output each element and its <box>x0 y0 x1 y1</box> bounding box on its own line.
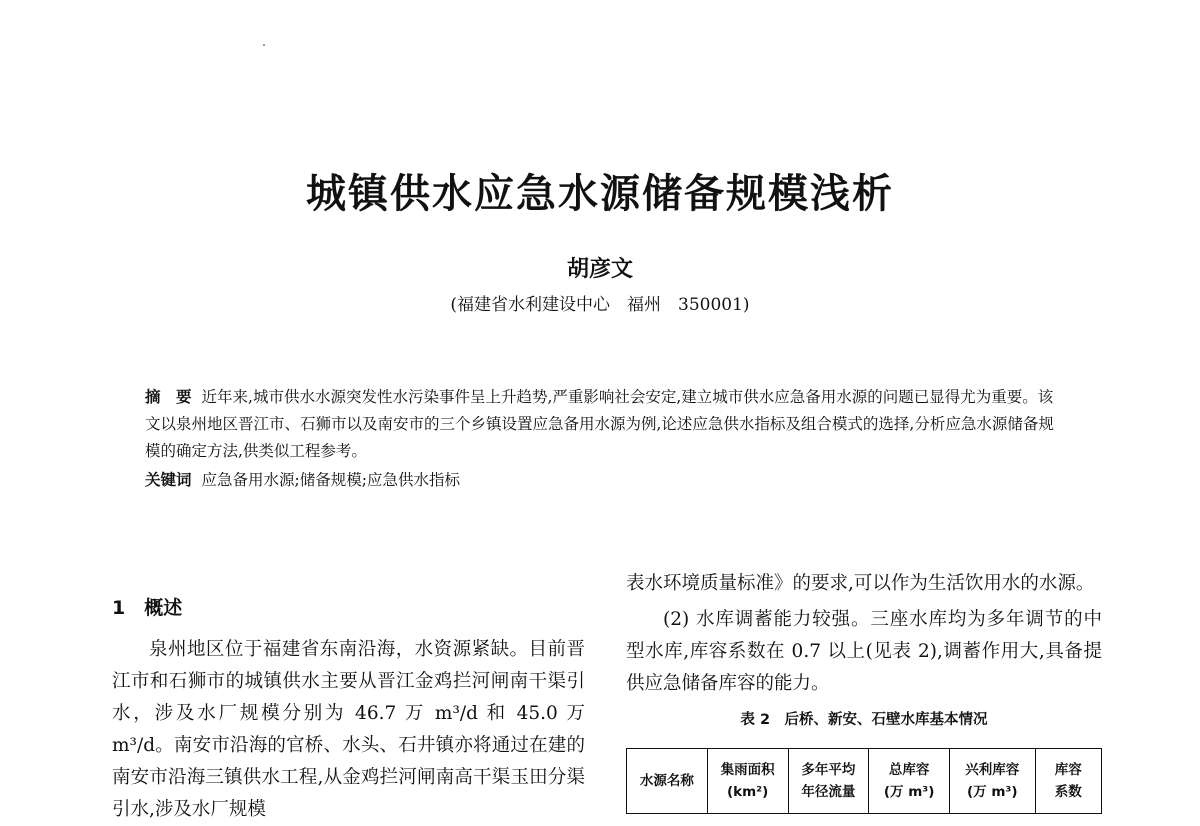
table-header-cell: 多年平均 年径流量 <box>788 749 869 814</box>
right-column <box>626 568 1102 814</box>
keywords <box>145 467 1065 494</box>
paper-title: 城镇供水应急水源储备规模浅析 <box>306 170 894 217</box>
table-header-cell: 水源名称 <box>627 749 708 814</box>
right-paragraph-2: (2) 水库调蓄能力较强。三座水库均为多年调节的中型水库,库容系数在 0.7 以上(见表 2),调蓄作用大,具备提供应急储备库容的能力。 <box>626 609 1102 694</box>
table-header-cell: 集雨面积 (km²) <box>707 749 788 814</box>
left-column <box>112 592 585 826</box>
table-header-cell: 兴利库容 (万 m³) <box>950 749 1036 814</box>
scan-speck <box>263 44 265 46</box>
abstract <box>145 384 1065 465</box>
reservoir-table <box>626 748 1102 814</box>
keywords-text: 应急备用水源;储备规模;应急供水指标 <box>201 471 460 489</box>
author-name: 胡彦文 <box>566 257 633 282</box>
section-paragraph: 泉州地区位于福建省东南沿海，水资源紧缺。目前晋江市和石狮市的城镇供水主要从晋江金鸡拦河闸南干渠引水，涉及水厂规模分别为 46.7 万 m³/d 和 45.0 万 m³/d。南安市沿海的官桥、水头、石井镇亦将通过在建的南安市沿海三镇供水工程,从金鸡拦河闸南高干渠玉田分渠引水,涉及水厂规模 <box>112 639 585 820</box>
right-paragraph-1: 表水环境质量标准》的要求,可以作为生活饮用水的水源。 <box>626 573 1095 594</box>
section-heading: 1 概述 <box>112 597 183 619</box>
table-header-cell: 总库容 (万 m³) <box>869 749 950 814</box>
table-caption: 表 2 后桥、新安、石壁水库基本情况 <box>740 712 988 728</box>
author-affiliation: (福建省水利建设中心 福州 350001) <box>450 295 750 315</box>
table-header-row <box>627 749 1102 814</box>
abstract-text: 近年来,城市供水水源突发性水污染事件呈上升趋势,严重影响社会安定,建立城市供水应急备用水源的问题已显得尤为重要。该文以泉州地区晋江市、石狮市以及南安市的三个乡镇设置应急备用水源为例,论述应急供水指标及组合模式的选择,分析应急水源储备规模的确定方法,供类似工程参考。 <box>145 388 1054 460</box>
keywords-label: 关键词 <box>145 471 192 489</box>
table-header-cell: 库容 系数 <box>1035 749 1102 814</box>
abstract-label: 摘 要 <box>145 388 192 406</box>
